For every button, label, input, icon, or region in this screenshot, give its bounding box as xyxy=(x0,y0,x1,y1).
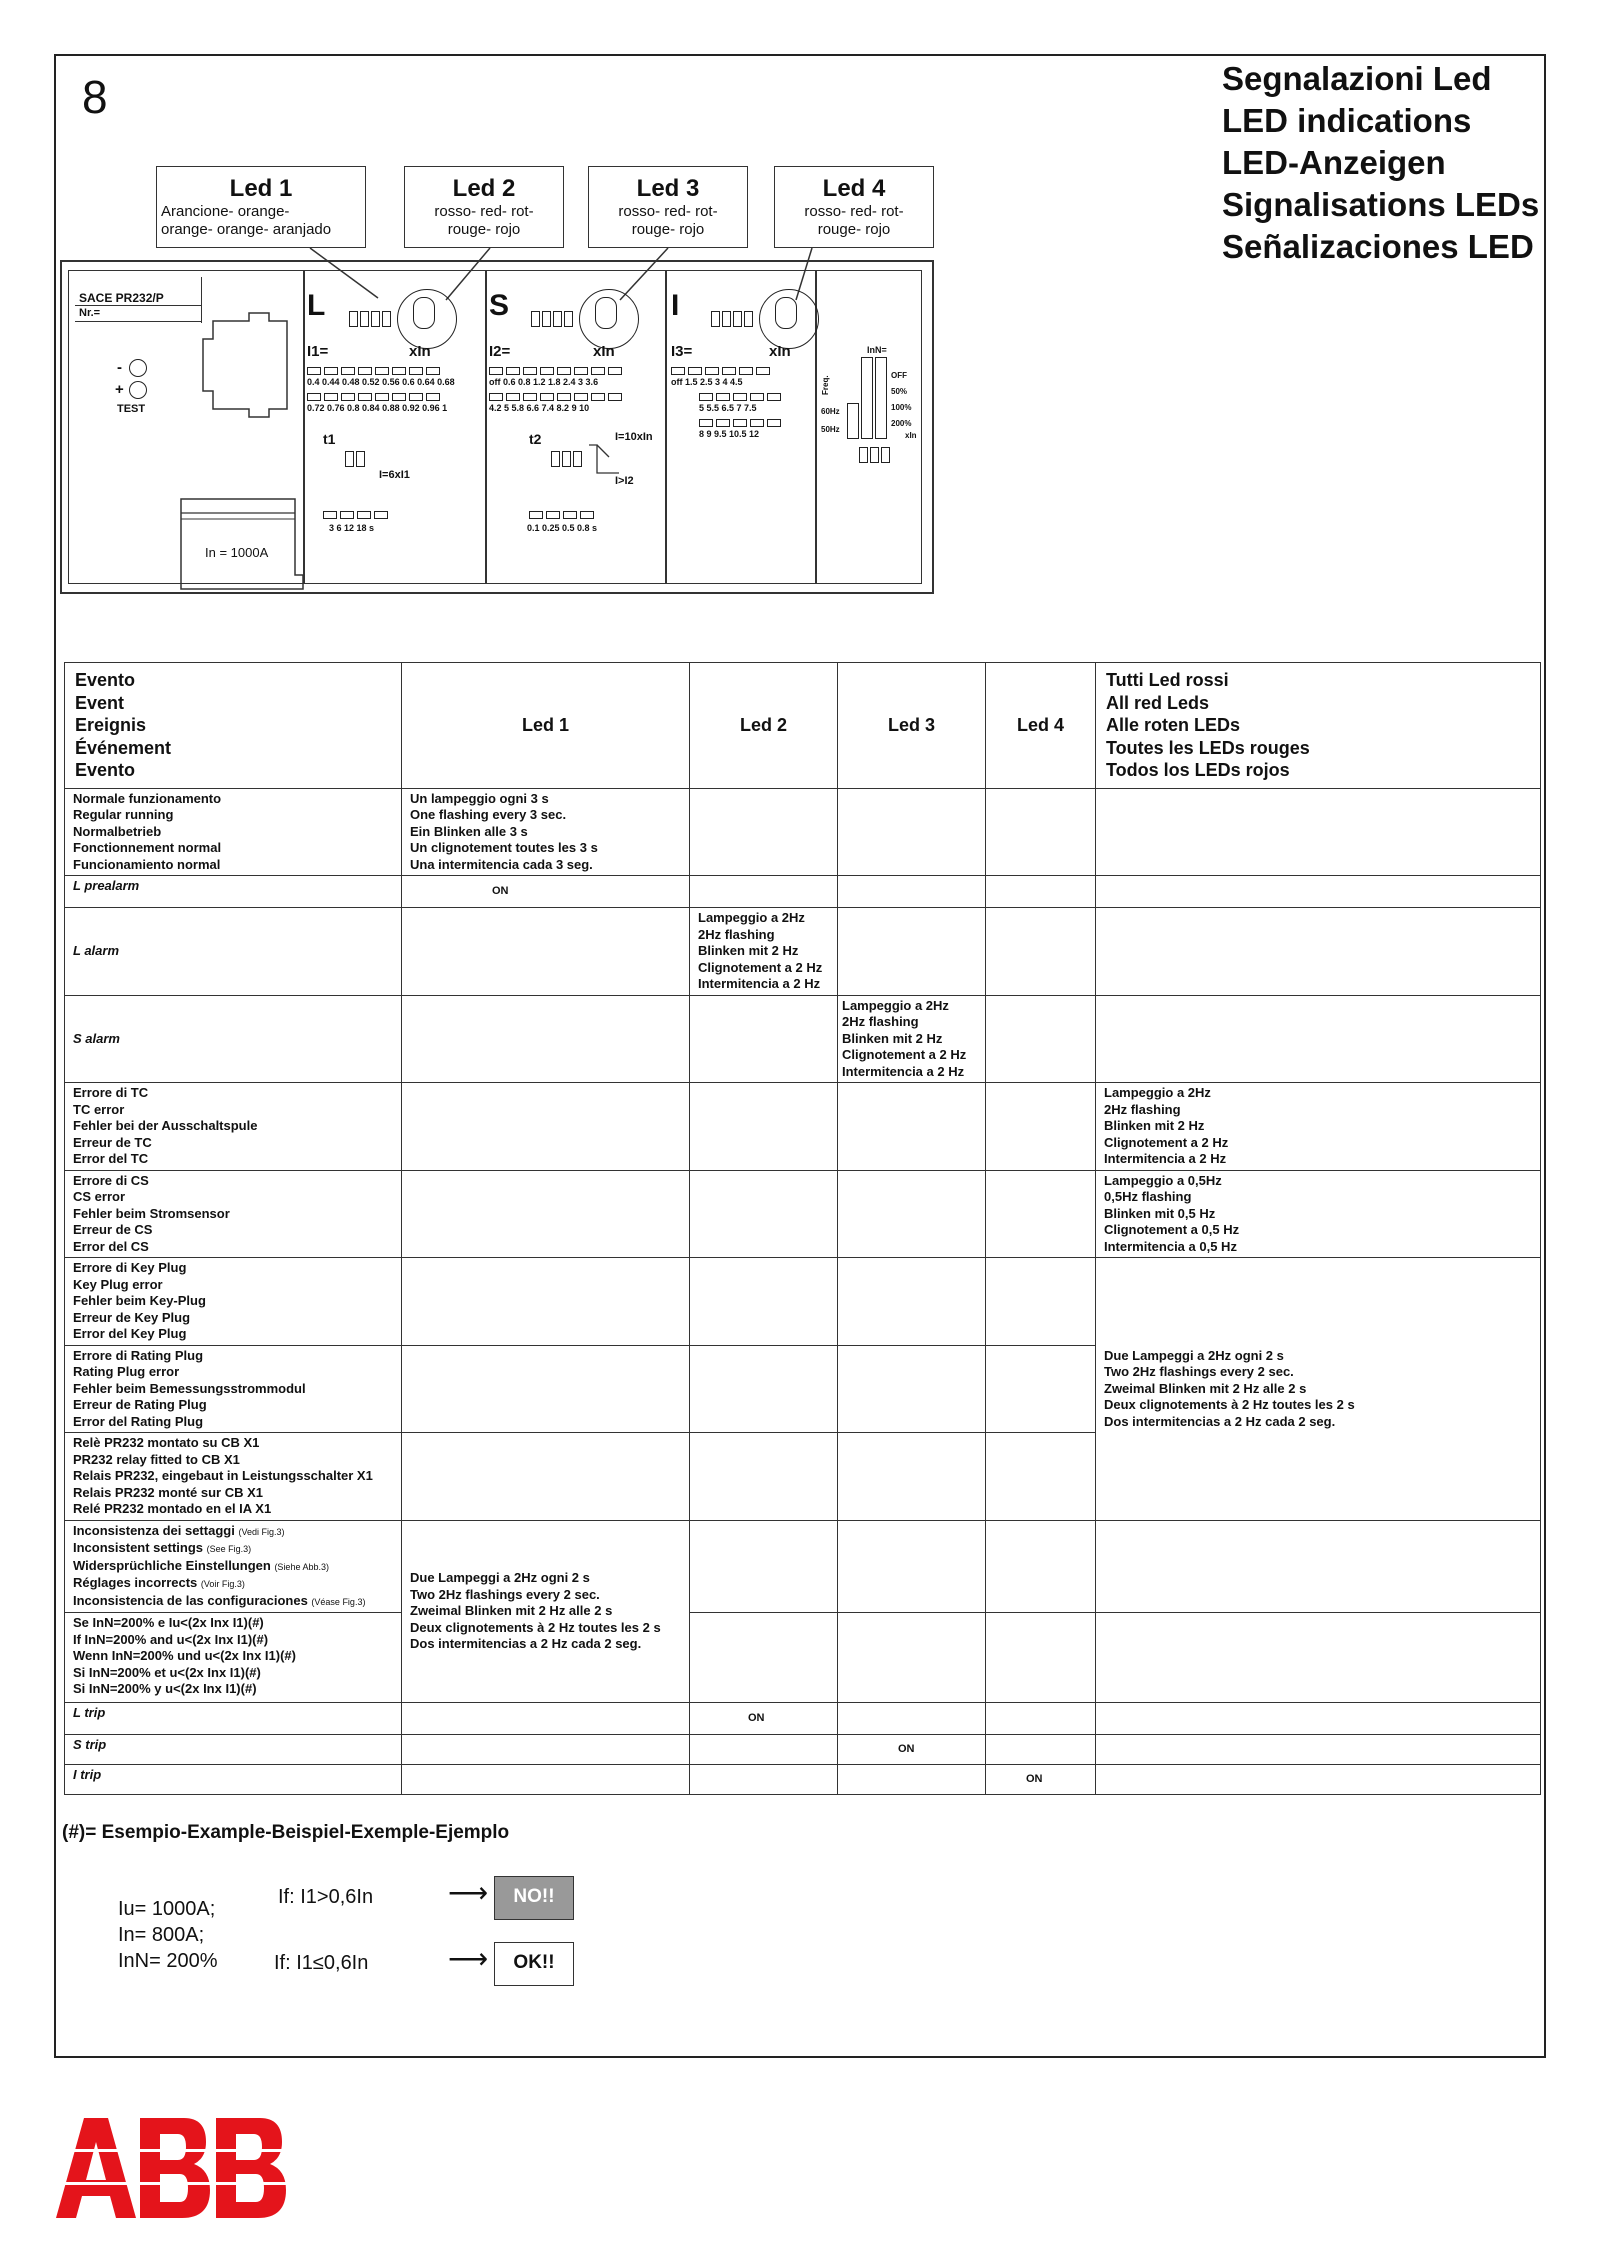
led1-title: Led 1 xyxy=(229,175,293,202)
l-dip-switches xyxy=(349,311,391,327)
table-row xyxy=(65,1613,1541,1703)
led4-color-2: rouge- rojo xyxy=(817,221,891,238)
led1-color-2: orange- orange- aranjado xyxy=(161,221,332,238)
heading-de: LED-Anzeigen xyxy=(1222,144,1446,181)
section-s-letter: S xyxy=(489,289,510,322)
heading-en: LED indications xyxy=(1222,102,1472,139)
cs-error-all: Lampeggio a 0,5Hz 0,5Hz flashing Blinken mit 0,5 Hz Clignotement a 0,5 Hz Intermitencia a 0,5 Hz xyxy=(1096,1170,1541,1258)
i-trip-led4: ON xyxy=(986,1765,1096,1795)
table-row xyxy=(65,1170,1541,1258)
l-row2-values: 0.72 0.76 0.8 0.84 0.88 0.92 0.96 1 xyxy=(307,403,448,413)
i-dip-switches xyxy=(711,311,753,327)
l-row2-dips xyxy=(307,393,440,401)
header-led4: Led 4 xyxy=(986,663,1096,789)
l-row1-dips xyxy=(307,367,440,375)
heading-it: Segnalazioni Led xyxy=(1222,60,1492,97)
arrow-right-icon: ⟶ xyxy=(448,1943,489,1974)
table-row xyxy=(65,876,1541,908)
l-xin-label: xIn xyxy=(409,343,431,360)
n-60hz: 60Hz xyxy=(821,407,840,416)
n-xin: xIn xyxy=(905,431,917,440)
n-inn-dip-a xyxy=(861,357,873,439)
i-row3-dips xyxy=(699,419,781,427)
l-t1-label: t1 xyxy=(323,431,336,447)
s-row2-dips xyxy=(489,393,622,401)
n-freq-dip xyxy=(847,403,859,439)
inconsistent-led1: Due Lampeggi a 2Hz ogni 2 s Two 2Hz flashings every 2 sec. Zweimal Blinken mit 2 Hz alle 2 s Deux clignotements à 2 Hz toutes les 2 s Dos intermitencias a 2 Hz cada 2 seg. xyxy=(402,1520,690,1703)
header-led2: Led 2 xyxy=(690,663,838,789)
table-row xyxy=(65,1765,1541,1795)
l-trip-led2: ON xyxy=(690,1703,838,1735)
i-selector-knob xyxy=(775,297,797,329)
table-row xyxy=(65,1258,1541,1346)
test-minus: - xyxy=(117,359,122,376)
s-t2-note1: I=10xIn xyxy=(615,431,653,443)
event-l-prealarm: L prealarm xyxy=(65,876,402,908)
s-i2-label: I2= xyxy=(489,343,511,360)
table-row xyxy=(65,1703,1541,1735)
n-200pct: 200% xyxy=(891,419,912,428)
n-100pct: 100% xyxy=(891,403,912,412)
i-row1-values: off 1.5 2.5 3 4 4.5 xyxy=(671,377,743,387)
l-t1-dips xyxy=(345,451,365,467)
event-s-trip: S trip xyxy=(65,1735,402,1765)
i-i3-label: I3= xyxy=(671,343,693,360)
n-dips-bottom xyxy=(859,447,890,463)
led4-title: Led 4 xyxy=(822,175,886,202)
in-rating: In = 1000A xyxy=(205,545,269,560)
led2-title: Led 2 xyxy=(452,175,516,202)
example-inn: InN= 200% xyxy=(118,1950,218,1972)
test-label: TEST xyxy=(117,403,146,415)
s-trip-led3: ON xyxy=(838,1735,986,1765)
verdict-no: NO!! xyxy=(494,1876,574,1920)
n-50hz: 50Hz xyxy=(821,425,840,434)
test-minus-button xyxy=(129,359,147,377)
n-freq-label: Freq. xyxy=(821,375,830,395)
event-relay-x1: Relè PR232 montato su CB X1 PR232 relay fitted to CB X1 Relais PR232, eingebaut in Leistungsschalter X1 Relais PR232 monté sur CB X1 Relé PR232 montado en el IA X1 xyxy=(65,1433,402,1521)
header-all-red: Tutti Led rossi All red Leds Alle roten LEDs Toutes les LEDs rouges Todos los LEDs rojos xyxy=(1096,663,1541,789)
l-alarm-led2: Lampeggio a 2Hz 2Hz flashing Blinken mit 2 Hz Clignotement a 2 Hz Intermitencia a 2 Hz xyxy=(690,908,838,996)
s-alarm-led3: Lampeggio a 2Hz 2Hz flashing Blinken mit 2 Hz Clignotement a 2 Hz Intermitencia a 2 Hz xyxy=(838,995,986,1083)
led2-color-2: rouge- rojo xyxy=(447,221,521,238)
table-row xyxy=(65,1083,1541,1171)
i-row1-dips xyxy=(671,367,770,375)
led2-color-1: rosso- red- rot- xyxy=(434,203,534,220)
s-t2-value-dips xyxy=(529,511,594,519)
l-t1-note: I=6xI1 xyxy=(379,469,410,481)
event-tc-error: Errore di TC TC error Fehler bei der Ausschaltspule Erreur de TC Error del TC xyxy=(65,1083,402,1171)
l-selector-knob xyxy=(413,297,435,329)
verdict-ok: OK!! xyxy=(494,1942,574,1986)
device-panel-inner xyxy=(68,270,922,584)
device-front-panel xyxy=(60,260,934,594)
test-plus: + xyxy=(115,381,124,398)
led-events-table xyxy=(64,662,1541,1795)
s-t2-values: 0.1 0.25 0.5 0.8 s xyxy=(527,523,598,533)
example-condition-1: If: I1>0,6In xyxy=(278,1886,374,1908)
l-i1-label: I1= xyxy=(307,343,329,360)
table-row xyxy=(65,788,1541,876)
table-header-row xyxy=(65,663,1541,789)
s-dip-switches xyxy=(531,311,573,327)
event-cs-error: Errore di CS CS error Fehler beim Stromsensor Erreur de CS Error del CS xyxy=(65,1170,402,1258)
s-t2-label: t2 xyxy=(529,431,542,447)
l-row1-values: 0.4 0.44 0.48 0.52 0.56 0.6 0.64 0.68 xyxy=(307,377,455,387)
device-model: SACE PR232/P xyxy=(79,291,164,305)
header-event: Evento Event Ereignis Événement Evento xyxy=(65,663,402,789)
example-condition-2: If: I1≤0,6In xyxy=(274,1952,369,1974)
heading-fr: Signalisations LEDs xyxy=(1222,186,1540,223)
header-led1: Led 1 xyxy=(402,663,690,789)
s-selector-knob xyxy=(595,297,617,329)
n-off: OFF xyxy=(891,371,907,380)
led1-color-1: Arancione- orange- xyxy=(161,203,290,220)
event-s-alarm: S alarm xyxy=(65,995,402,1083)
heading-es: Señalizaciones LED xyxy=(1222,228,1534,265)
header-led3: Led 3 xyxy=(838,663,986,789)
event-l-trip: L trip xyxy=(65,1703,402,1735)
event-rating-plug-error: Errore di Rating Plug Rating Plug error Fehler beim Bemessungsstrommodul Erreur de Rating Plug Error del Rating Plug xyxy=(65,1345,402,1433)
event-inconsistent-settings: Inconsistenza dei settaggi (Vedi Fig.3) Inconsistent settings (See Fig.3) Widersprüchliche Einstellungen (Siehe Abb.3) Réglages incorrects (Voir Fig.3) Inconsistencia de las configuraciones (Véase Fig.3) xyxy=(65,1520,402,1613)
i-row2-values: 5 5.5 6.5 7 7.5 xyxy=(699,403,757,413)
led4-color-1: rosso- red- rot- xyxy=(804,203,904,220)
s-t2-dips xyxy=(551,451,582,467)
event-i-trip: I trip xyxy=(65,1765,402,1795)
n-inn-label: InN= xyxy=(867,345,887,355)
i-row2-dips xyxy=(699,393,781,401)
event-l-alarm: L alarm xyxy=(65,908,402,996)
l-t1-value-dips xyxy=(323,511,388,519)
s-row2-values: 4.2 5 5.8 6.6 7.4 8.2 9 10 xyxy=(489,403,590,413)
table-row xyxy=(65,995,1541,1083)
i-xin-label: xIn xyxy=(769,343,791,360)
led3-color-1: rosso- red- rot- xyxy=(618,203,718,220)
plug-errors-all: Due Lampeggi a 2Hz ogni 2 s Two 2Hz flashings every 2 sec. Zweimal Blinken mit 2 Hz alle 2 s Deux clignotements à 2 Hz toutes les 2 s Dos intermitencias a 2 Hz cada 2 seg. xyxy=(1096,1258,1541,1521)
device-nr: Nr.= xyxy=(79,307,101,319)
i-row3-values: 8 9 9.5 10.5 12 xyxy=(699,429,760,439)
l-prealarm-led1: ON xyxy=(402,876,690,908)
test-plus-button xyxy=(129,381,147,399)
s-t2-note2: I>I2 xyxy=(615,475,634,487)
tc-error-all: Lampeggio a 2Hz 2Hz flashing Blinken mit 2 Hz Clignotement a 2 Hz Intermitencia a 2 Hz xyxy=(1096,1083,1541,1171)
led3-title: Led 3 xyxy=(636,175,700,202)
example-iu: Iu= 1000A; xyxy=(118,1898,216,1920)
n-inn-dip-b xyxy=(875,357,887,439)
rating-plug-outline xyxy=(179,491,309,591)
device-connector-outline xyxy=(199,311,295,421)
normal-led1: Un lampeggio ogni 3 s One flashing every 3 sec. Ein Blinken alle 3 s Un clignotement toutes les 3 s Una intermitencia cada 3 seg. xyxy=(402,788,690,876)
abb-logo xyxy=(56,2118,304,2218)
example-title: (#)= Esempio-Example-Beispiel-Exemple-Ejemplo xyxy=(62,1822,510,1843)
table-row xyxy=(65,1520,1541,1613)
page-number: 8 xyxy=(82,71,108,123)
s-row1-dips xyxy=(489,367,622,375)
l-t1-values: 3 6 12 18 s xyxy=(329,523,375,533)
n-50pct: 50% xyxy=(891,387,908,396)
event-key-plug-error: Errore di Key Plug Key Plug error Fehler beim Key-Plug Erreur de Key Plug Error del Key Plug xyxy=(65,1258,402,1346)
section-l-letter: L xyxy=(307,289,326,322)
event-normal: Normale funzionamento Regular running Normalbetrieb Fonctionnement normal Funcionamiento normal xyxy=(65,788,402,876)
led3-color-2: rouge- rojo xyxy=(631,221,705,238)
example-values xyxy=(118,1896,218,1974)
section-i-letter: I xyxy=(671,289,680,322)
arrow-right-icon: ⟶ xyxy=(448,1877,489,1908)
s-row1-values: off 0.6 0.8 1.2 1.8 2.4 3 3.6 xyxy=(489,377,599,387)
table-row xyxy=(65,908,1541,996)
abb-logo-text: ABB xyxy=(56,2118,59,2119)
table-row xyxy=(65,1735,1541,1765)
s-xin-label: xIn xyxy=(593,343,615,360)
event-inn-rule: Se InN=200% e Iu<(2x Inx I1)(#) If InN=200% and u<(2x Inx I1)(#) Wenn InN=200% und u<(2x Inx I1)(#) Si InN=200% et u<(2x Inx I1)(#) Si InN=200% y u<(2x Inx I1)(#) xyxy=(65,1613,402,1703)
example-in: In= 800A; xyxy=(118,1924,205,1946)
